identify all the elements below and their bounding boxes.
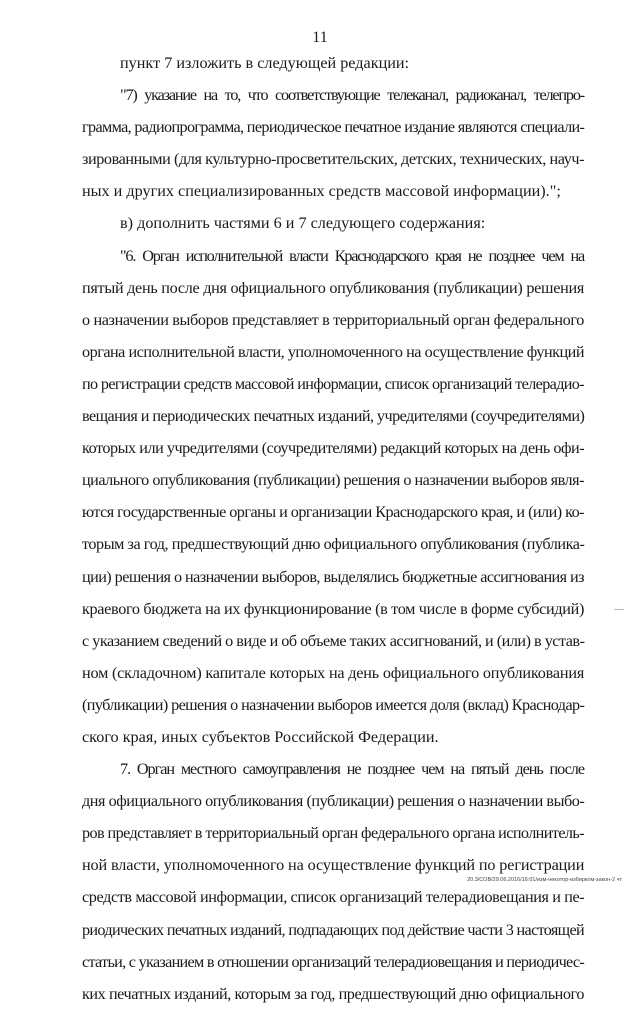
text-line: в) дополнить частями 6 и 7 следующего содержания: [120,214,486,233]
text-line: органа исполнительной власти, уполномоченного на осуществление функций [82,342,584,361]
text-line: ются государственные органы и организации Краснодарского края, и (или) ко- [82,503,584,522]
text-line: краевого бюджета на их функционирование (в том числе в форме субсидий) [82,599,585,618]
text-line: "7) указание на то, что соответствующие телеканал, радиоканал, телепро- [120,86,584,105]
text-line: пункт 7 изложить в следующей редакции: [120,54,410,72]
text-line: ского края, иных субъектов Российской Федерации. [82,727,439,746]
text-line: грамма, радиопрограмма, периодическое печатное издание являются специали- [82,118,585,137]
document-body [82,47,584,1010]
text-line: циального опубликования (публикации) решения о назначении выборов явля- [82,471,584,490]
text-line: ных и других специализированных средств массовой информации)."; [82,182,561,201]
page-number: 11 [312,29,328,46]
text-line: ном (складочном) капитале которых на день официального опубликования [82,663,585,682]
text-line: 7. Орган местного самоуправления не позднее чем на пятый день после [120,760,584,779]
text-line: вещания и периодических печатных изданий, учредителями (соучредителями) [82,407,585,426]
text-line: по регистрации средств массовой информации, список организаций телерадио- [82,374,584,393]
text-line: риодических печатных изданий, подпадающих под действие части 3 настоящей [82,920,584,939]
document-footer-code: 20.3/СОВ/29.06.2016/16:01/изм-некотор-избирком-закон-2 чт [467,877,622,883]
text-line: дня официального опубликования (публикации) решения о назначении выбо- [82,792,585,811]
text-line: которых или учредителями (соучредителями) редакций которых на день офи- [82,439,585,458]
text-line: пятый день после дня официального опубликования (публикации) решения [82,278,585,297]
text-line: зированными (для культурно-просветительских, детских, технических, науч- [82,150,585,169]
margin-mark [614,609,624,610]
text-line: торым за год, предшествующий дню официального опубликования (публика- [82,535,585,554]
text-line: средств массовой информации, список организаций телерадиовещания и пе- [82,888,585,907]
text-line: ной власти, уполномоченного на осуществление функций по регистрации [82,856,585,875]
text-line: "6. Орган исполнительной власти Краснодарского края не позднее чем на [120,246,584,265]
text-line: ров представляет в территориальный орган федерального органа исполнитель- [82,824,584,843]
text-line: (публикации) решения о назначении выборов имеется доля (вклад) Краснодар- [82,695,585,714]
text-line: с указанием сведений о виде и об объеме таких ассигнований, и (или) в устав- [82,631,585,650]
text-line: статьи, с указанием в отношении организаций телерадиовещания и периодичес- [82,952,585,971]
text-line: о назначении выборов представляет в территориальный орган федерального [82,310,584,329]
text-line: ких печатных изданий, которым за год, предшествующий дню официального [82,984,584,1003]
text-line: ции) решения о назначении выборов, выделялись бюджетные ассигнования из [82,567,584,586]
